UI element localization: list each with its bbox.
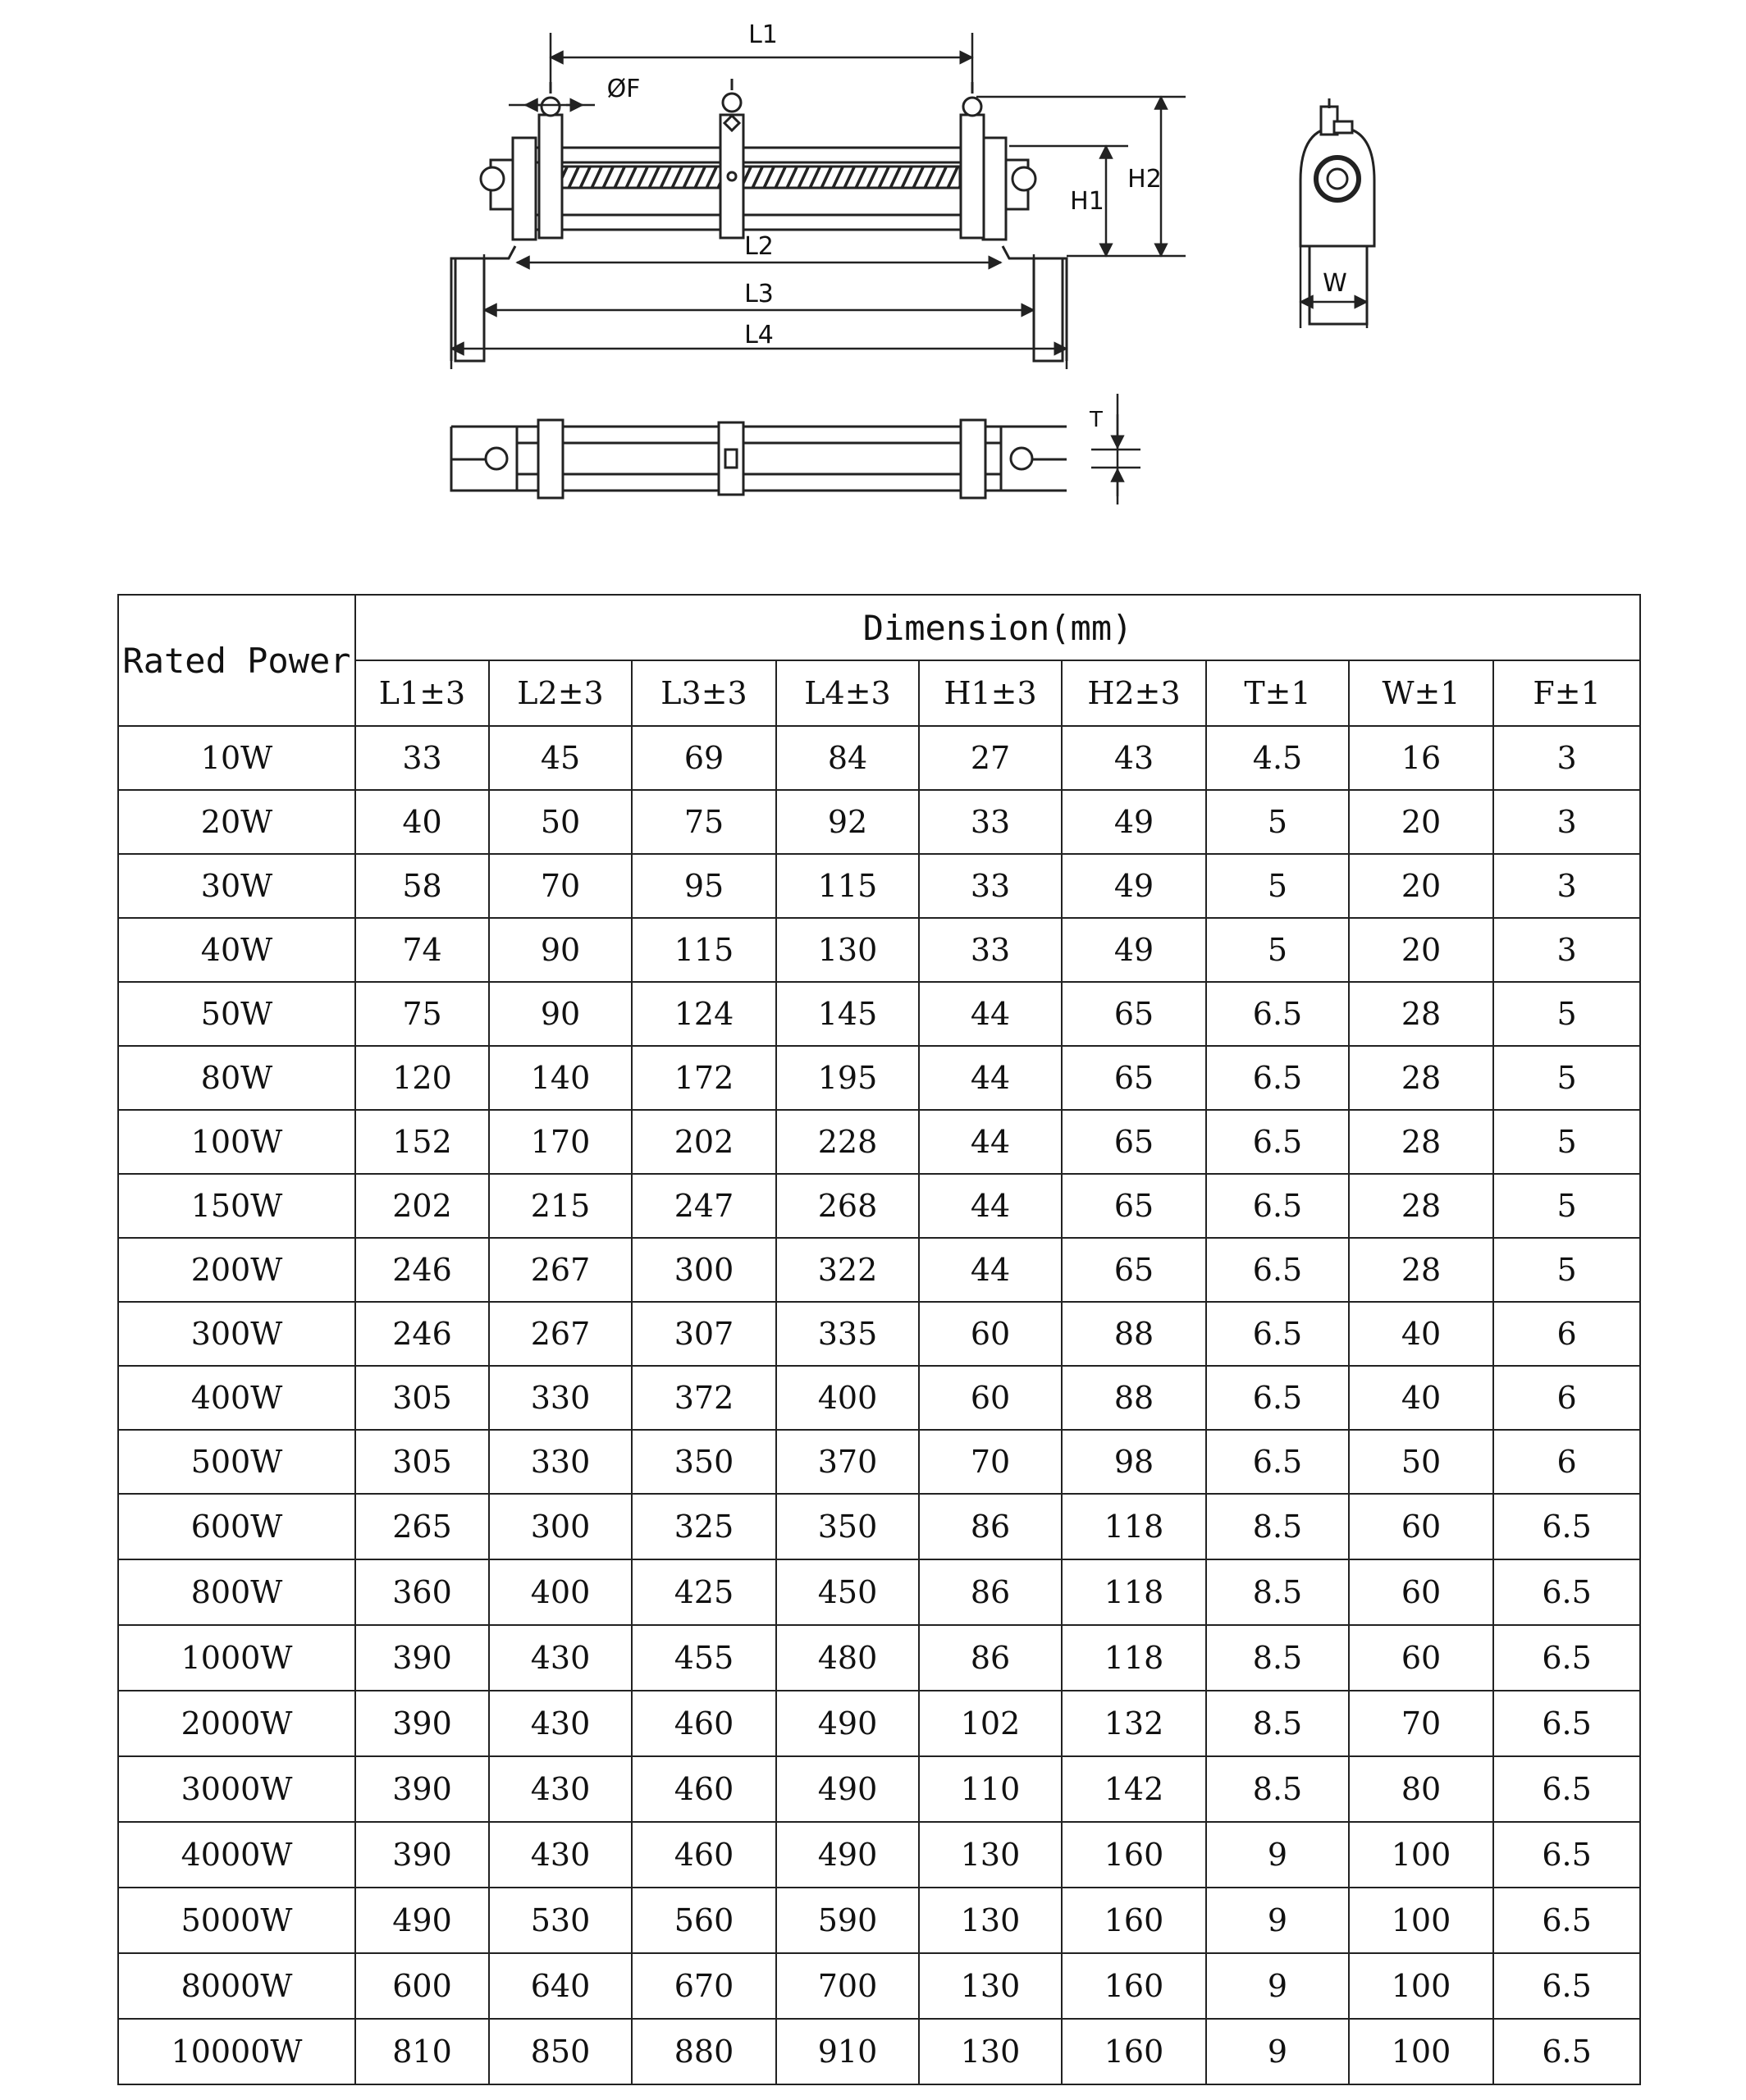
table-row (118, 1494, 1640, 1559)
dimension-cell-t: 6.5 (1206, 1238, 1349, 1302)
dimension-cell-t: 8.5 (1206, 1756, 1349, 1822)
rated-power-cell: 8000W (118, 1953, 355, 2019)
rated-power-cell: 80W (118, 1046, 355, 1110)
dimension-cell-l1: 810 (355, 2019, 489, 2084)
dimension-cell-l4: 490 (776, 1756, 919, 1822)
dimension-cell-h1: 60 (919, 1302, 1062, 1366)
dimension-cell-l2: 267 (489, 1238, 632, 1302)
rated-power-cell: 600W (118, 1494, 355, 1559)
dimension-cell-t: 8.5 (1206, 1494, 1349, 1559)
dimension-cell-w: 40 (1349, 1302, 1493, 1366)
dimension-cell-l1: 246 (355, 1302, 489, 1366)
dimension-cell-l1: 202 (355, 1174, 489, 1238)
dimension-cell-l2: 430 (489, 1691, 632, 1756)
dimension-cell-l4: 145 (776, 982, 919, 1046)
dimension-cell-l3: 460 (632, 1822, 776, 1888)
dimension-cell-t: 6.5 (1206, 1174, 1349, 1238)
label-l4: L4 (744, 321, 774, 349)
dimension-cell-w: 28 (1349, 1110, 1493, 1174)
dimension-cell-l1: 600 (355, 1953, 489, 2019)
dimension-cell-h1: 44 (919, 982, 1062, 1046)
dimension-cell-l4: 322 (776, 1238, 919, 1302)
dimension-cell-h1: 86 (919, 1625, 1062, 1691)
dimension-cell-w: 60 (1349, 1625, 1493, 1691)
dimension-cell-t: 6.5 (1206, 1046, 1349, 1110)
dimension-cell-f: 6 (1493, 1430, 1640, 1494)
dimension-cell-w: 100 (1349, 1953, 1493, 2019)
table-row (118, 1691, 1640, 1756)
dimension-cell-l4: 490 (776, 1691, 919, 1756)
dimension-cell-f: 6.5 (1493, 2019, 1640, 2084)
dimension-cell-h2: 118 (1062, 1559, 1206, 1625)
dimension-cell-h1: 130 (919, 1953, 1062, 2019)
dimension-cell-l3: 95 (632, 854, 776, 918)
dimension-cell-h1: 44 (919, 1110, 1062, 1174)
dimension-cell-h2: 142 (1062, 1756, 1206, 1822)
dimension-cell-l3: 202 (632, 1110, 776, 1174)
dimension-cell-w: 16 (1349, 726, 1493, 790)
rated-power-cell: 500W (118, 1430, 355, 1494)
column-header-l2: L2±3 (489, 660, 632, 726)
dimension-cell-l3: 124 (632, 982, 776, 1046)
table-row (118, 2019, 1640, 2084)
dimension-cell-l2: 70 (489, 854, 632, 918)
dimension-cell-t: 8.5 (1206, 1625, 1349, 1691)
dimension-cell-l4: 370 (776, 1430, 919, 1494)
dimension-cell-f: 5 (1493, 1046, 1640, 1110)
dimension-cell-l4: 130 (776, 918, 919, 982)
dimension-cell-t: 5 (1206, 790, 1349, 854)
rated-power-cell: 50W (118, 982, 355, 1046)
dimension-cell-l4: 115 (776, 854, 919, 918)
dimension-cell-t: 9 (1206, 1953, 1349, 2019)
dimension-cell-t: 5 (1206, 918, 1349, 982)
table-row (118, 1110, 1640, 1174)
rated-power-cell: 3000W (118, 1756, 355, 1822)
dimension-cell-t: 4.5 (1206, 726, 1349, 790)
dimension-cell-t: 9 (1206, 2019, 1349, 2084)
dimension-cell-h1: 33 (919, 918, 1062, 982)
dimension-cell-f: 6.5 (1493, 1822, 1640, 1888)
dimension-cell-t: 9 (1206, 1888, 1349, 1953)
dimension-cell-h2: 132 (1062, 1691, 1206, 1756)
table-row (118, 790, 1640, 854)
dimension-cell-w: 60 (1349, 1559, 1493, 1625)
dimension-drawing (0, 0, 1746, 558)
dimension-cell-l2: 50 (489, 790, 632, 854)
dimension-cell-h1: 27 (919, 726, 1062, 790)
rated-power-cell: 2000W (118, 1691, 355, 1756)
dimension-cell-l2: 330 (489, 1366, 632, 1430)
dimension-cell-l3: 325 (632, 1494, 776, 1559)
dimension-cell-l4: 490 (776, 1822, 919, 1888)
dimension-cell-l3: 69 (632, 726, 776, 790)
label-l1: L1 (748, 21, 778, 49)
table-row (118, 1366, 1640, 1430)
table-body (118, 726, 1640, 2084)
dimension-cell-w: 20 (1349, 790, 1493, 854)
dimension-cell-t: 6.5 (1206, 1430, 1349, 1494)
column-header-l3: L3±3 (632, 660, 776, 726)
dimension-cell-t: 6.5 (1206, 1302, 1349, 1366)
dimension-cell-l3: 75 (632, 790, 776, 854)
dimension-cell-l3: 247 (632, 1174, 776, 1238)
dimension-cell-f: 6.5 (1493, 1756, 1640, 1822)
dimension-cell-l4: 268 (776, 1174, 919, 1238)
dimension-cell-t: 8.5 (1206, 1691, 1349, 1756)
rated-power-cell: 5000W (118, 1888, 355, 1953)
dimension-cell-l1: 305 (355, 1366, 489, 1430)
label-h2: H2 (1127, 165, 1162, 194)
table-row (118, 1625, 1640, 1691)
dimension-cell-w: 28 (1349, 1238, 1493, 1302)
dimension-cell-l4: 480 (776, 1625, 919, 1691)
dimension-cell-l4: 228 (776, 1110, 919, 1174)
dimension-cell-l1: 305 (355, 1430, 489, 1494)
rated-power-cell: 10000W (118, 2019, 355, 2084)
rated-power-cell: 100W (118, 1110, 355, 1174)
dimension-cell-h1: 44 (919, 1174, 1062, 1238)
column-header-l4: L4±3 (776, 660, 919, 726)
dimension-cell-w: 100 (1349, 2019, 1493, 2084)
dimension-cell-f: 6.5 (1493, 1953, 1640, 2019)
column-header-t: T±1 (1206, 660, 1349, 726)
dimension-cell-w: 28 (1349, 982, 1493, 1046)
dimension-cell-l1: 120 (355, 1046, 489, 1110)
dimension-cell-f: 6.5 (1493, 1625, 1640, 1691)
dimension-cell-w: 100 (1349, 1888, 1493, 1953)
dimension-cell-l4: 400 (776, 1366, 919, 1430)
column-header-f: F±1 (1493, 660, 1640, 726)
dimension-cell-h2: 49 (1062, 918, 1206, 982)
dimension-cell-f: 3 (1493, 726, 1640, 790)
dimension-cell-l2: 300 (489, 1494, 632, 1559)
dimension-cell-l2: 90 (489, 918, 632, 982)
dimension-cell-l3: 455 (632, 1625, 776, 1691)
dimension-cell-f: 6.5 (1493, 1494, 1640, 1559)
label-w: W (1323, 269, 1347, 298)
column-header-w: W±1 (1349, 660, 1493, 726)
dimension-cell-h1: 60 (919, 1366, 1062, 1430)
dimension-cell-w: 20 (1349, 854, 1493, 918)
dimension-cell-t: 6.5 (1206, 1366, 1349, 1430)
header-dimension: Dimension(mm) (355, 595, 1640, 660)
dimension-cell-l2: 267 (489, 1302, 632, 1366)
dimension-cell-w: 50 (1349, 1430, 1493, 1494)
dimension-cell-t: 8.5 (1206, 1559, 1349, 1625)
dimension-cell-h1: 130 (919, 1888, 1062, 1953)
dimension-cell-h1: 86 (919, 1494, 1062, 1559)
column-header-h1: H1±3 (919, 660, 1062, 726)
dimension-cell-l3: 115 (632, 918, 776, 982)
dimension-cell-t: 9 (1206, 1822, 1349, 1888)
dimension-cell-h1: 33 (919, 790, 1062, 854)
dimension-cell-h2: 88 (1062, 1366, 1206, 1430)
dimension-cell-h2: 49 (1062, 854, 1206, 918)
dimension-cell-f: 6.5 (1493, 1559, 1640, 1625)
dimension-cell-l2: 215 (489, 1174, 632, 1238)
dimension-cell-h2: 65 (1062, 1110, 1206, 1174)
dimension-cell-l2: 850 (489, 2019, 632, 2084)
dimension-cell-l1: 265 (355, 1494, 489, 1559)
rated-power-cell: 800W (118, 1559, 355, 1625)
dimension-cell-l3: 460 (632, 1756, 776, 1822)
dimension-table (117, 594, 1641, 2085)
dimension-cell-l2: 330 (489, 1430, 632, 1494)
dimension-cell-h2: 65 (1062, 1046, 1206, 1110)
table-row (118, 1302, 1640, 1366)
dimension-cell-l2: 430 (489, 1756, 632, 1822)
dimension-cell-l4: 335 (776, 1302, 919, 1366)
dimension-cell-h2: 65 (1062, 982, 1206, 1046)
table-row (118, 1756, 1640, 1822)
dimension-cell-l4: 195 (776, 1046, 919, 1110)
dimension-cell-h2: 65 (1062, 1238, 1206, 1302)
dimension-cell-l1: 390 (355, 1756, 489, 1822)
table-row (118, 1822, 1640, 1888)
dimension-cell-l3: 172 (632, 1046, 776, 1110)
dimension-cell-h2: 98 (1062, 1430, 1206, 1494)
rated-power-cell: 1000W (118, 1625, 355, 1691)
dimension-cell-f: 5 (1493, 1110, 1640, 1174)
table-row (118, 1430, 1640, 1494)
table-row (118, 1046, 1640, 1110)
dimension-cell-l2: 640 (489, 1953, 632, 2019)
dimension-cell-f: 6 (1493, 1302, 1640, 1366)
dimension-cell-l1: 490 (355, 1888, 489, 1953)
rated-power-cell: 200W (118, 1238, 355, 1302)
dimension-cell-l4: 590 (776, 1888, 919, 1953)
table-row (118, 1238, 1640, 1302)
dimension-cell-h2: 160 (1062, 1953, 1206, 2019)
column-header-l1: L1±3 (355, 660, 489, 726)
label-f: ØF (606, 75, 641, 103)
dimension-cell-w: 28 (1349, 1174, 1493, 1238)
dimension-cell-l3: 670 (632, 1953, 776, 2019)
rated-power-cell: 40W (118, 918, 355, 982)
dimension-cell-l1: 40 (355, 790, 489, 854)
column-header-h2: H2±3 (1062, 660, 1206, 726)
dimension-cell-h2: 160 (1062, 1888, 1206, 1953)
dimension-cell-f: 3 (1493, 854, 1640, 918)
label-l3: L3 (744, 280, 774, 308)
dimension-cell-w: 40 (1349, 1366, 1493, 1430)
dimension-cell-h2: 160 (1062, 2019, 1206, 2084)
dimension-cell-l1: 390 (355, 1625, 489, 1691)
dimension-cell-t: 5 (1206, 854, 1349, 918)
dimension-cell-f: 5 (1493, 982, 1640, 1046)
dimension-cell-h1: 44 (919, 1238, 1062, 1302)
front-view (451, 79, 1067, 361)
dimension-cell-l4: 84 (776, 726, 919, 790)
dimension-cell-l3: 460 (632, 1691, 776, 1756)
dimension-cell-l3: 372 (632, 1366, 776, 1430)
rated-power-cell: 150W (118, 1174, 355, 1238)
dimension-cell-w: 20 (1349, 918, 1493, 982)
dimension-cell-l4: 700 (776, 1953, 919, 2019)
rated-power-cell: 10W (118, 726, 355, 790)
dimension-cell-f: 3 (1493, 918, 1640, 982)
dimension-cell-l2: 530 (489, 1888, 632, 1953)
dimension-cell-l1: 74 (355, 918, 489, 982)
dimension-cell-l1: 152 (355, 1110, 489, 1174)
dimension-cell-t: 6.5 (1206, 1110, 1349, 1174)
dimension-cell-w: 60 (1349, 1494, 1493, 1559)
dimension-cell-l1: 75 (355, 982, 489, 1046)
dimension-cell-h1: 86 (919, 1559, 1062, 1625)
table-row (118, 854, 1640, 918)
dimension-cell-t: 6.5 (1206, 982, 1349, 1046)
dimension-cell-f: 5 (1493, 1238, 1640, 1302)
dimension-cell-h1: 44 (919, 1046, 1062, 1110)
rated-power-cell: 20W (118, 790, 355, 854)
dimension-cell-l3: 880 (632, 2019, 776, 2084)
label-t: T (1090, 408, 1103, 432)
dimension-cell-h2: 118 (1062, 1494, 1206, 1559)
rated-power-cell: 4000W (118, 1822, 355, 1888)
table-row (118, 1953, 1640, 2019)
dimension-cell-h1: 33 (919, 854, 1062, 918)
dimension-cell-l3: 307 (632, 1302, 776, 1366)
dimension-cell-l2: 430 (489, 1822, 632, 1888)
dimension-cell-l2: 430 (489, 1625, 632, 1691)
dimension-cell-w: 70 (1349, 1691, 1493, 1756)
rated-power-cell: 400W (118, 1366, 355, 1430)
dimension-cell-w: 100 (1349, 1822, 1493, 1888)
dimension-cell-f: 6 (1493, 1366, 1640, 1430)
dimension-cell-l1: 390 (355, 1691, 489, 1756)
table-row (118, 918, 1640, 982)
table-row (118, 1888, 1640, 1953)
dimension-cell-f: 6.5 (1493, 1888, 1640, 1953)
dimension-cell-h1: 130 (919, 2019, 1062, 2084)
dimension-cell-h2: 88 (1062, 1302, 1206, 1366)
dimension-cell-h1: 110 (919, 1756, 1062, 1822)
table-row (118, 1559, 1640, 1625)
dimension-cell-f: 6.5 (1493, 1691, 1640, 1756)
dimension-cell-l1: 246 (355, 1238, 489, 1302)
rated-power-cell: 30W (118, 854, 355, 918)
rated-power-cell: 300W (118, 1302, 355, 1366)
dimension-cell-h2: 65 (1062, 1174, 1206, 1238)
table-row (118, 1174, 1640, 1238)
dimension-cell-l1: 58 (355, 854, 489, 918)
dimension-cell-w: 80 (1349, 1756, 1493, 1822)
dimension-cell-l2: 45 (489, 726, 632, 790)
dimension-cell-h2: 43 (1062, 726, 1206, 790)
label-h1: H1 (1070, 187, 1104, 216)
dimension-cell-h2: 160 (1062, 1822, 1206, 1888)
dimension-cell-l4: 92 (776, 790, 919, 854)
dimension-cell-l4: 450 (776, 1559, 919, 1625)
table-row (118, 726, 1640, 790)
dimension-cell-l2: 140 (489, 1046, 632, 1110)
dimension-cell-l3: 425 (632, 1559, 776, 1625)
dimension-cell-h1: 70 (919, 1430, 1062, 1494)
dimension-cell-h1: 130 (919, 1822, 1062, 1888)
dimension-cell-l3: 560 (632, 1888, 776, 1953)
dimension-cell-h2: 118 (1062, 1625, 1206, 1691)
dimension-cell-l2: 170 (489, 1110, 632, 1174)
dimension-cell-f: 5 (1493, 1174, 1640, 1238)
dimension-cell-l2: 90 (489, 982, 632, 1046)
dimension-cell-l1: 390 (355, 1822, 489, 1888)
dimension-cell-l1: 33 (355, 726, 489, 790)
dimension-cell-l4: 910 (776, 2019, 919, 2084)
dimension-cell-l4: 350 (776, 1494, 919, 1559)
dimension-cell-l3: 300 (632, 1238, 776, 1302)
label-l2: L2 (744, 232, 774, 261)
dimension-cell-h1: 102 (919, 1691, 1062, 1756)
dimension-cell-l2: 400 (489, 1559, 632, 1625)
top-view (451, 394, 1140, 504)
dimension-cell-w: 28 (1349, 1046, 1493, 1110)
dimension-cell-l1: 360 (355, 1559, 489, 1625)
header-rated-power: Rated Power (118, 595, 355, 726)
dimension-cell-l3: 350 (632, 1430, 776, 1494)
dimension-cell-f: 3 (1493, 790, 1640, 854)
table-row (118, 982, 1640, 1046)
dimension-cell-h2: 49 (1062, 790, 1206, 854)
